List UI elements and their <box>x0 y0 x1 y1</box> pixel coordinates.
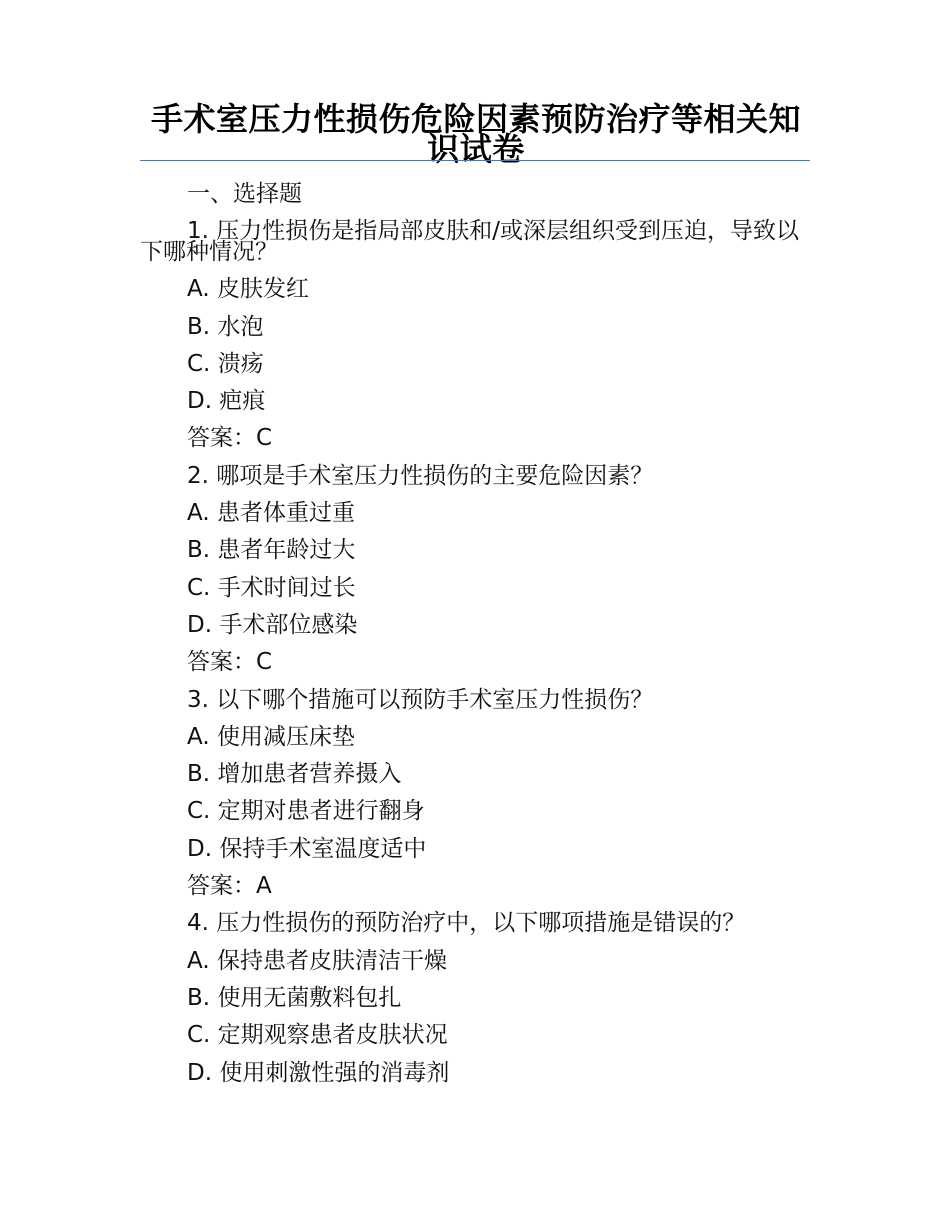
option-a: A. 保持患者皮肤清洁干燥 <box>187 947 447 974</box>
option-a: A. 患者体重过重 <box>187 500 355 527</box>
option-d: D. 保持手术室温度适中 <box>187 835 427 862</box>
option-b: B. 患者年龄过大 <box>187 537 356 564</box>
question-text: 1. 压力性损伤是指局部皮肤和/或深层组织受到压迫，导致以下哪种情况？ <box>140 218 800 266</box>
option-a: A. 皮肤发红 <box>187 276 309 303</box>
answer: 答案：A <box>187 873 272 900</box>
option-a: A. 使用减压床垫 <box>187 723 355 750</box>
question-3 <box>140 682 815 906</box>
question-text: 2. 哪项是手术室压力性损伤的主要危险因素？ <box>187 462 654 489</box>
title-divider <box>140 160 810 161</box>
document-body <box>140 176 815 1092</box>
question-text: 3. 以下哪个措施可以预防手术室压力性损伤？ <box>187 686 654 713</box>
question-2 <box>140 458 815 682</box>
document-title: 手术室压力性损伤危险因素预防治疗等相关知识试卷 <box>150 100 801 168</box>
option-b: B. 增加患者营养摄入 <box>187 761 402 788</box>
option-d: D. 疤痕 <box>187 388 266 415</box>
section-heading: 一、选择题 <box>187 181 302 207</box>
option-d: D. 使用刺激性强的消毒剂 <box>187 1059 450 1086</box>
question-4 <box>140 905 815 1091</box>
question-text: 4. 压力性损伤的预防治疗中，以下哪项措施是错误的？ <box>187 910 746 937</box>
option-b: B. 水泡 <box>187 313 264 340</box>
option-b: B. 使用无菌敷料包扎 <box>187 984 402 1011</box>
answer: 答案：C <box>187 425 273 452</box>
option-c: C. 手术时间过长 <box>187 574 356 601</box>
option-d: D. 手术部位感染 <box>187 611 358 638</box>
option-c: C. 定期观察患者皮肤状况 <box>187 1022 448 1049</box>
question-1 <box>140 213 815 457</box>
option-c: C. 溃疡 <box>187 350 264 377</box>
answer: 答案：C <box>187 649 273 676</box>
option-c: C. 定期对患者进行翻身 <box>187 798 425 825</box>
